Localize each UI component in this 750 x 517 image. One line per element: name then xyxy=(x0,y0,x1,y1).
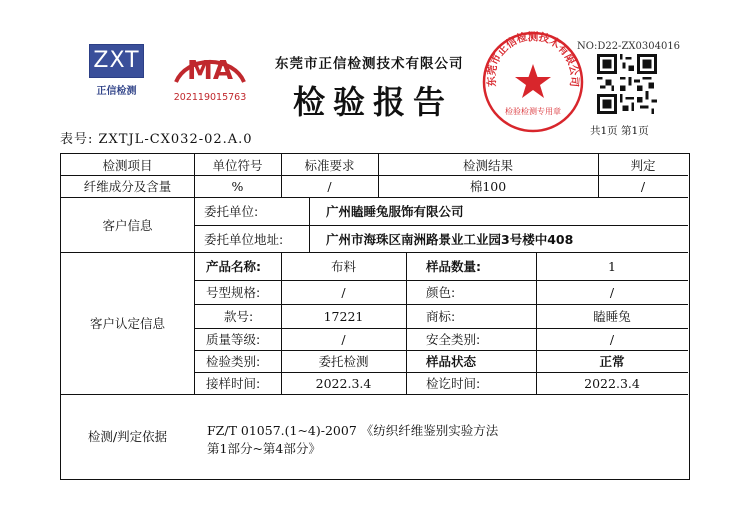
cma-number: 202119015763 xyxy=(173,92,247,103)
basis-label: 检测/判定依据 xyxy=(87,429,168,444)
head-judge: 判定 xyxy=(630,157,656,173)
cma-mark-icon xyxy=(170,44,250,86)
style-label: 款号: xyxy=(224,309,254,324)
type-label: 检验类别: xyxy=(206,354,261,369)
client-name-value: 广州瞌睡兔服饰有限公司 xyxy=(326,204,464,219)
client-addr-value: 广州市海珠区南洲路景业工业园3号楼中408 xyxy=(326,231,574,247)
company-name: 东莞市正信检测技术有限公司 xyxy=(275,56,464,72)
confirmed-label: 客户认定信息 xyxy=(89,316,165,331)
row1-judge: / xyxy=(640,178,646,194)
zxt-logo-text: ZXT xyxy=(89,44,144,78)
row1-standard: / xyxy=(327,178,332,194)
head-standard: 标准要求 xyxy=(304,157,355,173)
basis-text xyxy=(207,422,498,458)
row1-item: 纤维成分及含量 xyxy=(83,179,172,194)
report-number: NO:D22-ZX0304016 xyxy=(577,41,681,52)
seal-star-icon xyxy=(515,64,551,98)
style-value: 17221 xyxy=(323,308,364,324)
color-label: 颜色: xyxy=(426,285,456,300)
seal-stamp xyxy=(481,30,585,134)
product-value: 布料 xyxy=(330,259,356,274)
qty-value: 1 xyxy=(608,258,616,274)
zxt-logo xyxy=(89,44,144,96)
brand-label: 商标: xyxy=(426,309,456,324)
client-addr-label: 委托单位地址: xyxy=(204,231,284,247)
head-item: 检测项目 xyxy=(102,157,153,173)
done-label: 检讫时间: xyxy=(426,376,481,391)
report-table xyxy=(60,153,690,480)
report-title: 检验报告 xyxy=(293,83,454,121)
head-unit: 单位符号 xyxy=(212,157,263,173)
recv-value: 2022.3.4 xyxy=(315,375,372,391)
row1-result: 棉100 xyxy=(469,179,507,194)
safety-label: 安全类别: xyxy=(426,332,481,347)
cma-logo xyxy=(170,44,250,103)
cma-text: MA xyxy=(187,56,233,86)
basis-line2: 第1部分~第4部分》 xyxy=(207,441,321,456)
client-name-label: 委托单位: xyxy=(204,204,259,219)
seal-text: 东莞市正信检测技术有限公司 xyxy=(485,30,581,88)
recv-label: 接样时间: xyxy=(206,376,261,391)
brand-value: 瞌睡兔 xyxy=(593,309,631,324)
model-value: / xyxy=(341,284,346,300)
done-value: 2022.3.4 xyxy=(584,375,640,391)
qty-label: 样品数量: xyxy=(426,259,481,274)
basis-line1: FZ/T 01057.(1~4)-2007 《纺织纤维鉴别实验方法 xyxy=(207,423,499,438)
type-value: 委托检测 xyxy=(318,354,369,369)
zxt-logo-sub: 正信检测 xyxy=(96,86,137,97)
product-label: 产品名称: xyxy=(206,259,261,274)
page-info: 共1页 第1页 xyxy=(590,125,649,137)
seal-sub: 检验检测专用章 xyxy=(505,107,561,116)
state-value: 正常 xyxy=(599,354,625,369)
client-label: 客户信息 xyxy=(102,217,153,233)
color-value: / xyxy=(609,284,615,300)
form-number: 表号: ZXTJL-CX032-02.A.0 xyxy=(60,132,253,147)
safety-value: / xyxy=(609,331,615,347)
state-label: 样品状态 xyxy=(426,354,477,369)
head-result: 检测结果 xyxy=(462,157,513,173)
row1-unit: % xyxy=(231,178,244,194)
qr-code xyxy=(597,54,657,114)
model-label: 号型规格: xyxy=(206,285,261,300)
grade-value: / xyxy=(341,331,346,347)
grade-label: 质量等级: xyxy=(206,332,261,347)
